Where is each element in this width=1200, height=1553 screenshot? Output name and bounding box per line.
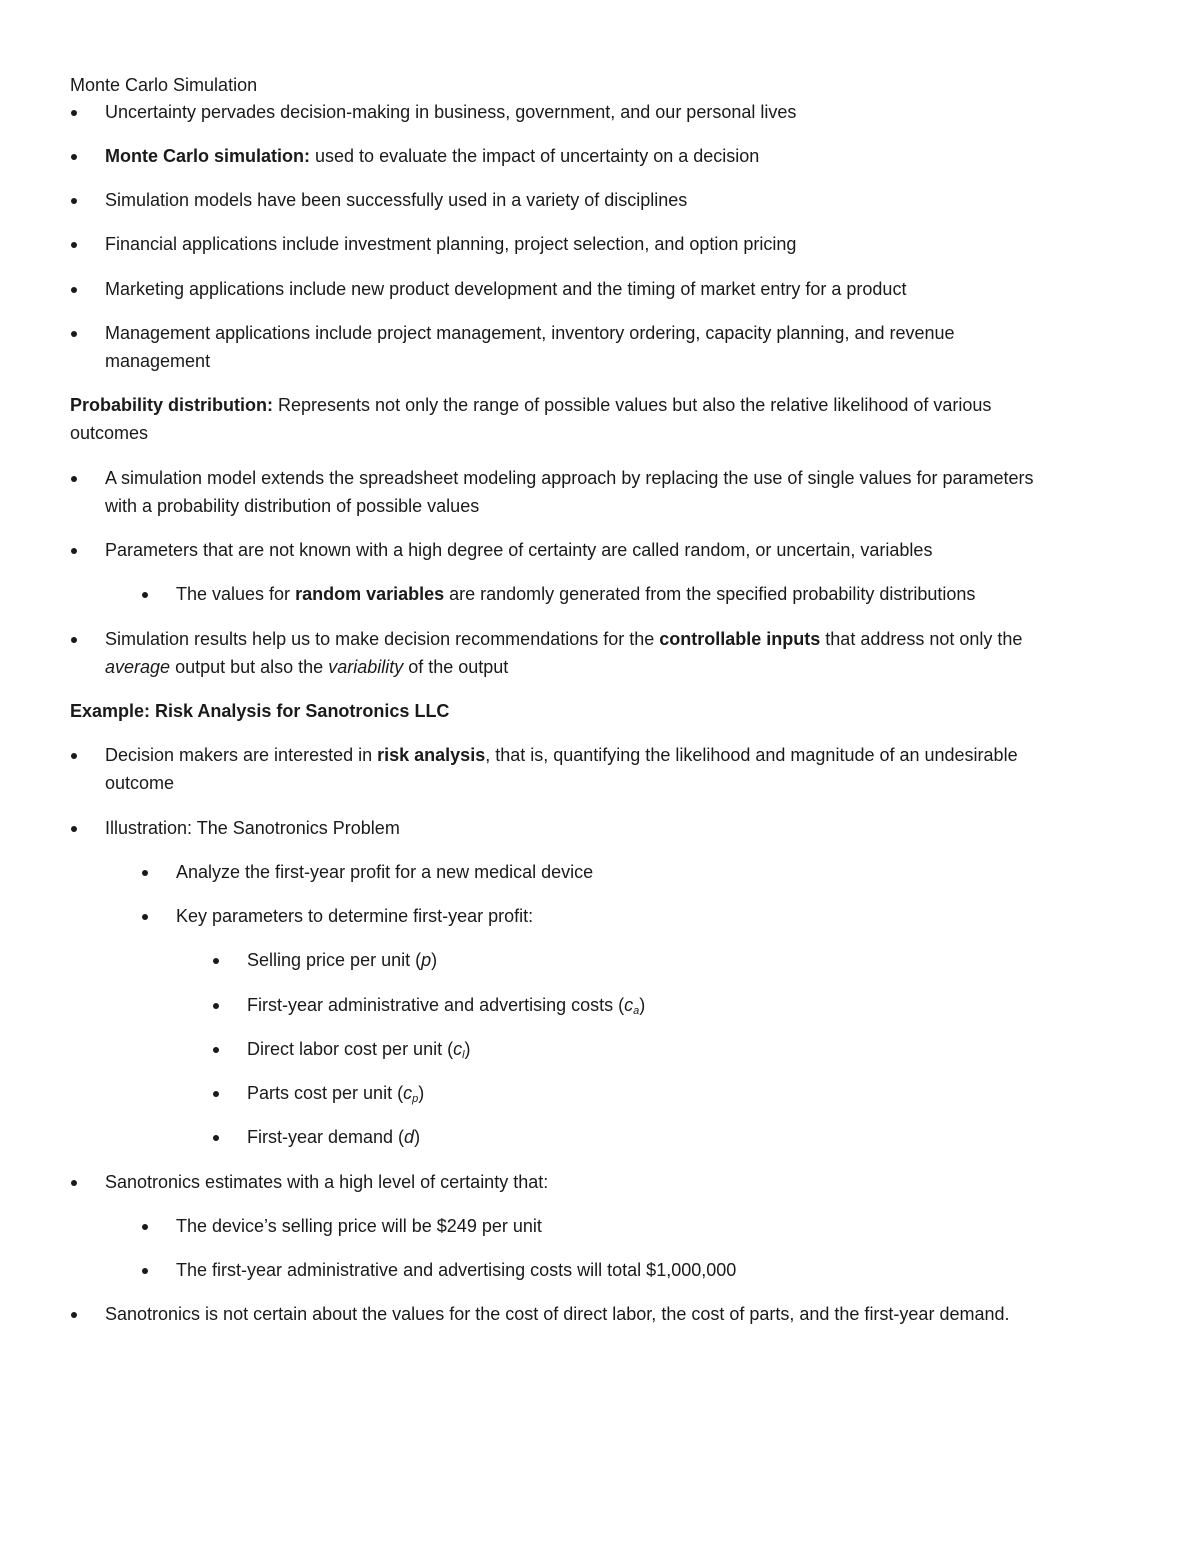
variable-symbol: c [453,1039,463,1059]
bullet-icon [142,914,148,920]
bullet-icon [71,753,77,759]
list-item: Management applications include project management, inventory ordering, capacity planning, and revenue [105,323,955,343]
variable-symbol: p [421,950,432,970]
list-item [105,142,759,170]
text-span: ) [464,1039,471,1059]
list-item-continuation [105,653,508,681]
term-bold: Probability distribution: [70,395,273,415]
list-item-continuation: management [105,351,211,371]
text-span: Parts cost per unit ( [247,1083,404,1103]
variable-subscript: a [633,1005,640,1017]
text-span: ) [639,995,646,1015]
sub-list-item: Analyze the first-year profit for a new medical device [176,862,594,882]
bullet-icon [213,1091,219,1097]
definition-text: Represents not only the range of possible values but also the relative likelihood of various [273,395,992,415]
text-span: Simulation results help us to make decision recommendations for the [105,629,660,649]
variable-symbol: d [404,1127,415,1147]
bullet-icon [71,110,77,116]
definition-continuation: outcomes [70,423,149,443]
bullet-icon [71,242,77,248]
list-item-continuation: outcome [105,773,175,793]
text-span: ) [431,950,438,970]
text-span: Selling price per unit ( [247,950,422,970]
text-span: First-year demand ( [247,1127,405,1147]
bullet-icon [71,548,77,554]
term-bold: risk analysis [377,745,486,765]
bullet-icon [71,331,77,337]
list-item: Uncertainty pervades decision-making in business, government, and our personal lives [105,102,797,122]
param-item [247,1035,471,1069]
bullet-icon [71,154,77,160]
text-span: that address not only the [820,629,1023,649]
list-item: Illustration: The Sanotronics Problem [105,818,400,838]
text-span: of the output [403,657,509,677]
param-item [247,1079,424,1113]
bullet-icon [142,870,148,876]
variable-subscript: p [412,1093,419,1105]
list-item: Sanotronics estimates with a high level of certainty that: [105,1172,549,1192]
param-item [247,946,437,974]
variable-subscript: l [462,1049,465,1061]
term-bold: Monte Carlo simulation: [105,146,311,166]
bullet-icon [142,592,148,598]
list-item: Parameters that are not known with a high degree of certainty are called random, or uncertain, variables [105,540,933,560]
bullet-icon [213,958,219,964]
list-item: A simulation model extends the spreadsheet modeling approach by replacing the use of single values for parameters [105,468,1034,488]
section-heading: Example: Risk Analysis for Sanotronics LLC [70,701,450,721]
text-span: are randomly generated from the specified probability distributions [444,584,976,604]
text-span: First-year administrative and advertising costs ( [247,995,625,1015]
variable-symbol: c [624,995,634,1015]
list-item [105,741,1018,769]
param-item [247,991,645,1025]
bullet-icon [71,287,77,293]
list-item: Marketing applications include new product development and the timing of market entry for a product [105,279,907,299]
text-span: output but also the [170,657,329,677]
bullet-icon [71,476,77,482]
text-span: The values for [176,584,296,604]
bullet-icon [71,1180,77,1186]
term-italic: average [105,657,171,677]
bullet-icon [142,1268,148,1274]
list-item: Sanotronics is not certain about the values for the cost of direct labor, the cost of parts, and the first-year demand. [105,1304,1010,1324]
bullet-icon [213,1047,219,1053]
text-span: Direct labor cost per unit ( [247,1039,454,1059]
list-item-text: used to evaluate the impact of uncertainty on a decision [310,146,760,166]
bullet-icon [213,1003,219,1009]
param-item [247,1123,420,1151]
variable-symbol: c [403,1083,413,1103]
text-span: ) [414,1127,421,1147]
bullet-icon [71,1312,77,1318]
term-bold: random variables [295,584,445,604]
bullet-icon [71,826,77,832]
bullet-icon [71,637,77,643]
list-item: Financial applications include investment planning, project selection, and option pricing [105,234,797,254]
term-bold: controllable inputs [659,629,821,649]
list-item-continuation: with a probability distribution of possible values [105,496,480,516]
bullet-icon [71,198,77,204]
definition-paragraph [70,391,991,419]
sub-list-item: The device’s selling price will be $249 per unit [176,1216,542,1236]
list-item [105,625,1022,653]
sub-list-item: Key parameters to determine first-year profit: [176,906,534,926]
document-title: Monte Carlo Simulation [70,75,258,95]
term-italic: variability [328,657,404,677]
bullet-icon [213,1135,219,1141]
sub-list-item: The first-year administrative and advertising costs will total $1,000,000 [176,1260,737,1280]
text-span: , that is, quantifying the likelihood and magnitude of an undesirable [485,745,1018,765]
text-span: Decision makers are interested in [105,745,378,765]
list-item: Simulation models have been successfully used in a variety of disciplines [105,190,688,210]
text-span: ) [418,1083,425,1103]
bullet-icon [142,1224,148,1230]
sub-list-item [176,580,975,608]
